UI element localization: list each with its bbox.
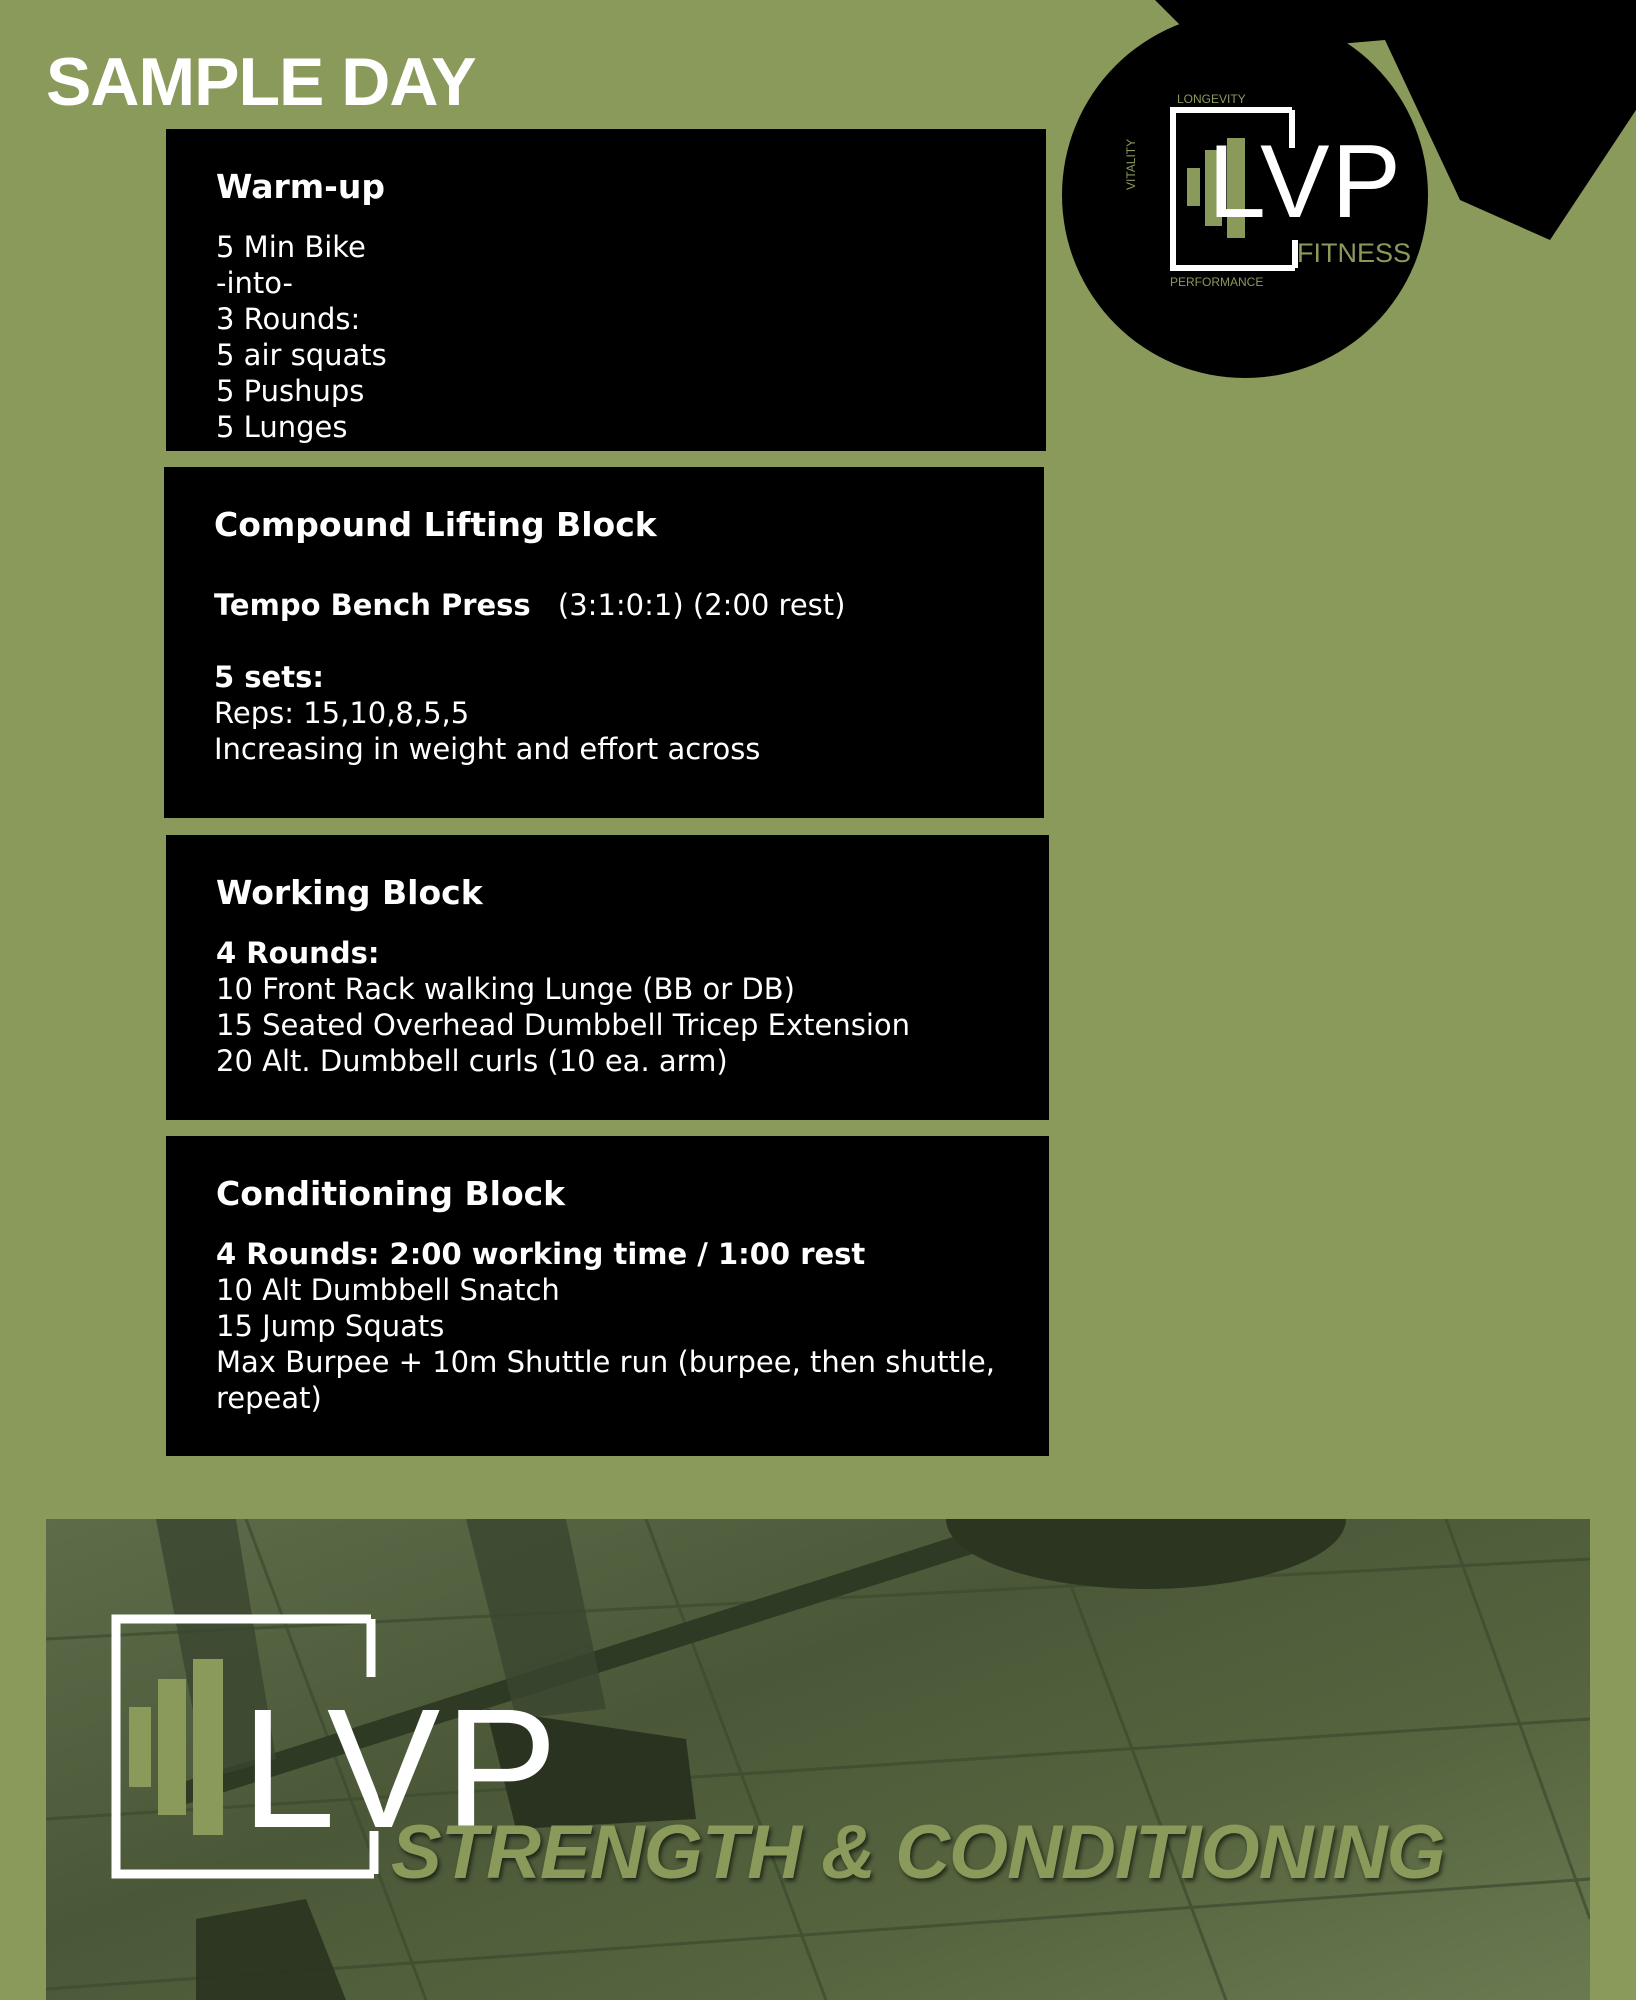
compound-lifting-block (164, 467, 1044, 818)
working-block (166, 835, 1049, 1120)
working-line: 20 Alt. Dumbbell curls (10 ea. arm) (216, 1043, 728, 1078)
compound-reps: Reps: 15,10,8,5,5 (214, 695, 470, 730)
logo-performance: PERFORMANCE (1170, 275, 1264, 289)
compound-exercise-name: Tempo Bench Press (214, 587, 531, 622)
compound-sets-label: 5 sets: (214, 659, 324, 694)
warmup-line: -into- (216, 265, 294, 300)
banner-tagline: STRENGTH & CONDITIONING (391, 1810, 1445, 1895)
page-title: SAMPLE DAY (46, 44, 476, 120)
working-line: 10 Front Rack walking Lunge (BB or DB) (216, 971, 795, 1006)
compound-exercise-row (214, 587, 994, 623)
conditioning-block (166, 1136, 1049, 1456)
warmup-line: 5 Lunges (216, 409, 348, 444)
compound-note: Increasing in weight and effort across (214, 731, 761, 766)
lvp-fitness-logo (1040, 0, 1636, 390)
warmup-line: 5 Pushups (216, 373, 365, 408)
conditioning-title: Conditioning Block (216, 1174, 566, 1213)
conditioning-rounds: 4 Rounds: 2:00 working time / 1:00 rest (216, 1236, 866, 1271)
logo-vitality: VITALITY (1124, 138, 1138, 190)
conditioning-line: Max Burpee + 10m Shuttle run (burpee, then shuttle, (216, 1344, 995, 1379)
conditioning-line: repeat) (216, 1380, 322, 1415)
logo-fitness: FITNESS (1297, 238, 1412, 268)
conditioning-line: 10 Alt Dumbbell Snatch (216, 1272, 560, 1307)
working-line: 15 Seated Overhead Dumbbell Tricep Extension (216, 1007, 911, 1042)
compound-exercise-detail: (3:1:0:1) (2:00 rest) (557, 587, 846, 622)
strength-conditioning-banner (46, 1519, 1590, 2000)
logo-lvp: LVP (1208, 124, 1403, 240)
warmup-line: 5 Min Bike (216, 229, 366, 264)
working-title: Working Block (216, 873, 483, 912)
warmup-line: 5 air squats (216, 337, 387, 372)
warmup-line: 3 Rounds: (216, 301, 361, 336)
warmup-block (166, 129, 1046, 451)
warmup-title: Warm-up (216, 167, 385, 206)
conditioning-line: 15 Jump Squats (216, 1308, 445, 1343)
compound-title: Compound Lifting Block (214, 505, 657, 544)
logo-longevity: LONGEVITY (1177, 92, 1246, 106)
working-rounds: 4 Rounds: (216, 935, 380, 970)
banner-lvp-logo: LVP (241, 1674, 562, 1864)
